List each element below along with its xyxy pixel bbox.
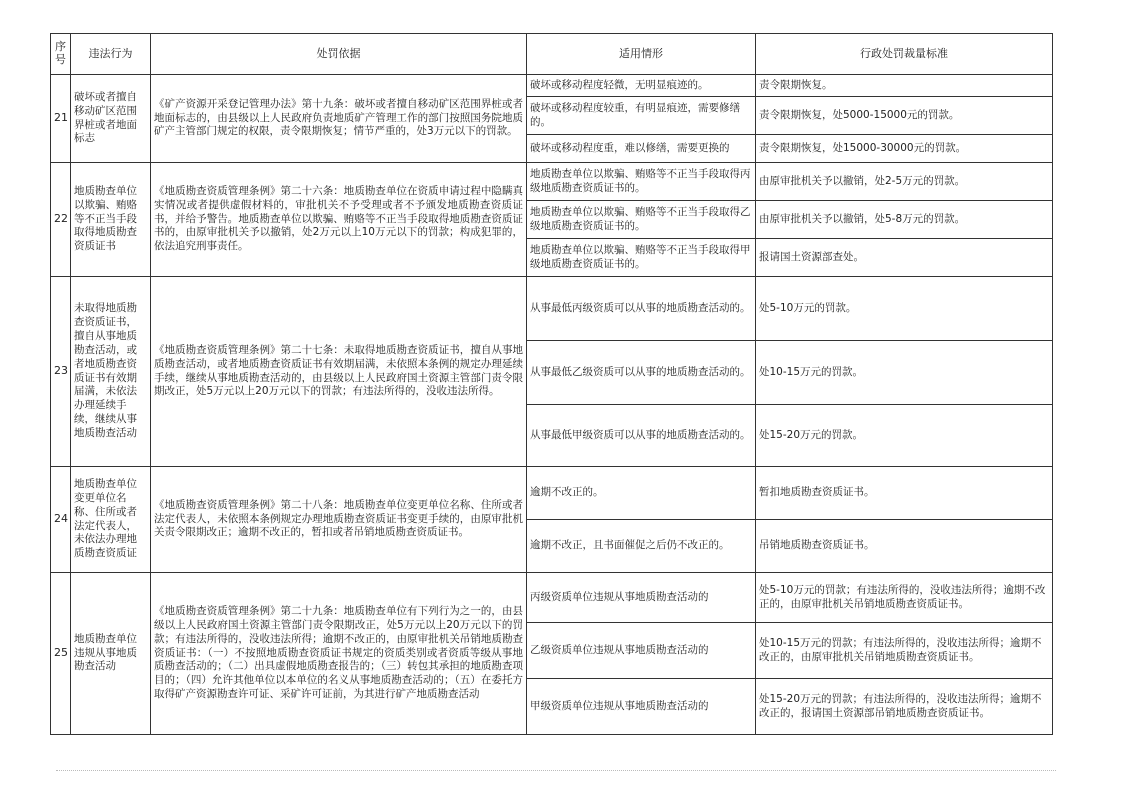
row-number: 23: [51, 277, 71, 467]
standard-cell: 处10-15万元的罚款。: [756, 341, 1053, 405]
penalty-basis-cell: 《地质勘查资质管理条例》第二十九条：地质勘查单位有下列行为之一的，由县级以上人民政府国土资源主管部门责令限期改正，处5万元以上20万元以下的罚款；有违法所得的，没收违法所得；逾期不改正的，由原审批机关吊销地质勘查资质证书：（一）不按照地质勘查资质证书规定的资质类别或者资质等级从事地质勘查活动的；（二）出具虚假地质勘查报告的；（三）转包其承担的地质勘查项目的；（四）允许其他单位以本单位的名义从事地质勘查活动的；（五）在委托方取得矿产资源勘查许可证、采矿许可证前，为其进行矿产地质勘查活动: [151, 573, 527, 735]
standard-cell: 责令限期恢复，处5000-15000元的罚款。: [756, 97, 1053, 135]
situation-cell: 地质勘查单位以欺骗、贿赂等不正当手段取得丙级地质勘查资质证书的。: [527, 163, 756, 201]
table-row: [51, 467, 1053, 520]
standard-cell: 暂扣地质勘查资质证书。: [756, 467, 1053, 520]
table-row: [51, 163, 1053, 201]
situation-cell: 从事最低丙级资质可以从事的地质勘查活动的。: [527, 277, 756, 341]
penalty-basis-cell: 《地质勘查资质管理条例》第二十八条：地质勘查单位变更单位名称、住所或者法定代表人，未依照本条例规定办理地质勘查资质证书变更手续的，由原审批机关责令限期改正；逾期不改正的，暂扣或者吊销地质勘查资质证书。: [151, 467, 527, 573]
violation-cell: 未取得地质勘查资质证书，擅自从事地质勘查活动，或者地质勘查资质证书有效期届满，未依法办理延续手续，继续从事地质勘查活动: [71, 277, 151, 467]
situation-cell: 破坏或移动程度轻微，无明显痕迹的。: [527, 75, 756, 97]
situation-cell: 从事最低乙级资质可以从事的地质勘查活动的。: [527, 341, 756, 405]
standard-cell: 处10-15万元的罚款；有违法所得的，没收违法所得；逾期不改正的，由原审批机关吊销地质勘查资质证书。: [756, 623, 1053, 679]
standard-cell: 由原审批机关予以撤销，处5-8万元的罚款。: [756, 201, 1053, 239]
situation-cell: 乙级资质单位违规从事地质勘查活动的: [527, 623, 756, 679]
row-number: 25: [51, 573, 71, 735]
standard-cell: 由原审批机关予以撤销，处2-5万元的罚款。: [756, 163, 1053, 201]
header-serial-number: 序号: [51, 34, 71, 75]
header-row: [51, 34, 1053, 75]
row-number: 22: [51, 163, 71, 277]
situation-cell: 破坏或移动程度较重，有明显痕迹，需要修缮的。: [527, 97, 756, 135]
violation-cell: 地质勘查单位变更单位名称、住所或者法定代表人，未依法办理地质勘查资质证: [71, 467, 151, 573]
standard-cell: 吊销地质勘查资质证书。: [756, 520, 1053, 573]
row-number: 21: [51, 75, 71, 163]
standard-cell: 处15-20万元的罚款。: [756, 405, 1053, 467]
penalty-basis-cell: 《地质勘查资质管理条例》第二十七条：未取得地质勘查资质证书，擅自从事地质勘查活动，或者地质勘查资质证书有效期届满，未依照本条例的规定办理延续手续，继续从事地质勘查活动的，由县级以上人民政府国土资源主管部门责令限期改正，处5万元以上20万元以下的罚款；有违法所得的，没收违法所得。: [151, 277, 527, 467]
situation-cell: 逾期不改正，且书面催促之后仍不改正的。: [527, 520, 756, 573]
table-row: [51, 75, 1053, 97]
standard-cell: 处5-10万元的罚款；有违法所得的，没收违法所得；逾期不改正的，由原审批机关吊销地质勘查资质证书。: [756, 573, 1053, 623]
situation-cell: 地质勘查单位以欺骗、贿赂等不正当手段取得乙级地质勘查资质证书的。: [527, 201, 756, 239]
header-discretion-standard: 行政处罚裁量标准: [756, 34, 1053, 75]
violation-cell: 地质勘查单位以欺骗、贿赂等不正当手段取得地质勘查资质证书: [71, 163, 151, 277]
table-row: [51, 277, 1053, 341]
standard-cell: 责令限期恢复，处15000-30000元的罚款。: [756, 135, 1053, 163]
penalty-basis-cell: 《地质勘查资质管理条例》第二十六条：地质勘查单位在资质申请过程中隐瞒真实情况或者提供虚假材料的，审批机关不予受理或者不予颁发地质勘查资质证书，并给予警告。地质勘查单位以欺骗、贿赂等不正当手段取得地质勘查资质证书的，由原审批机关予以撤销，处2万元以上10万元以下的罚款；构成犯罪的，依法追究刑事责任。: [151, 163, 527, 277]
standard-cell: 责令限期恢复。: [756, 75, 1053, 97]
penalty-standard-table: [50, 33, 1053, 735]
situation-cell: 丙级资质单位违规从事地质勘查活动的: [527, 573, 756, 623]
situation-cell: 破坏或移动程度重，难以修缮，需要更换的: [527, 135, 756, 163]
situation-cell: 从事最低甲级资质可以从事的地质勘查活动的。: [527, 405, 756, 467]
standard-cell: 报请国土资源部查处。: [756, 239, 1053, 277]
violation-cell: 破坏或者擅自移动矿区范围界桩或者地面标志: [71, 75, 151, 163]
situation-cell: 地质勘查单位以欺骗、贿赂等不正当手段取得甲级地质勘查资质证书的。: [527, 239, 756, 277]
violation-cell: 地质勘查单位违规从事地质勘查活动: [71, 573, 151, 735]
header-penalty-basis: 处罚依据: [151, 34, 527, 75]
header-applicable-situation: 适用情形: [527, 34, 756, 75]
standard-cell: 处5-10万元的罚款。: [756, 277, 1053, 341]
penalty-basis-cell: 《矿产资源开采登记管理办法》第十九条：破坏或者擅自移动矿区范围界桩或者地面标志的，由县级以上人民政府负责地质矿产管理工作的部门按照国务院地质矿产主管部门规定的权限，责令限期恢复；情节严重的，处3万元以下的罚款。: [151, 75, 527, 163]
page-bottom-edge: [56, 770, 1056, 781]
standard-cell: 处15-20万元的罚款；有违法所得的，没收违法所得；逾期不改正的，报请国土资源部吊销地质勘查资质证书。: [756, 679, 1053, 735]
row-number: 24: [51, 467, 71, 573]
header-violation: 违法行为: [71, 34, 151, 75]
situation-cell: 逾期不改正的。: [527, 467, 756, 520]
situation-cell: 甲级资质单位违规从事地质勘查活动的: [527, 679, 756, 735]
table-row: [51, 573, 1053, 623]
